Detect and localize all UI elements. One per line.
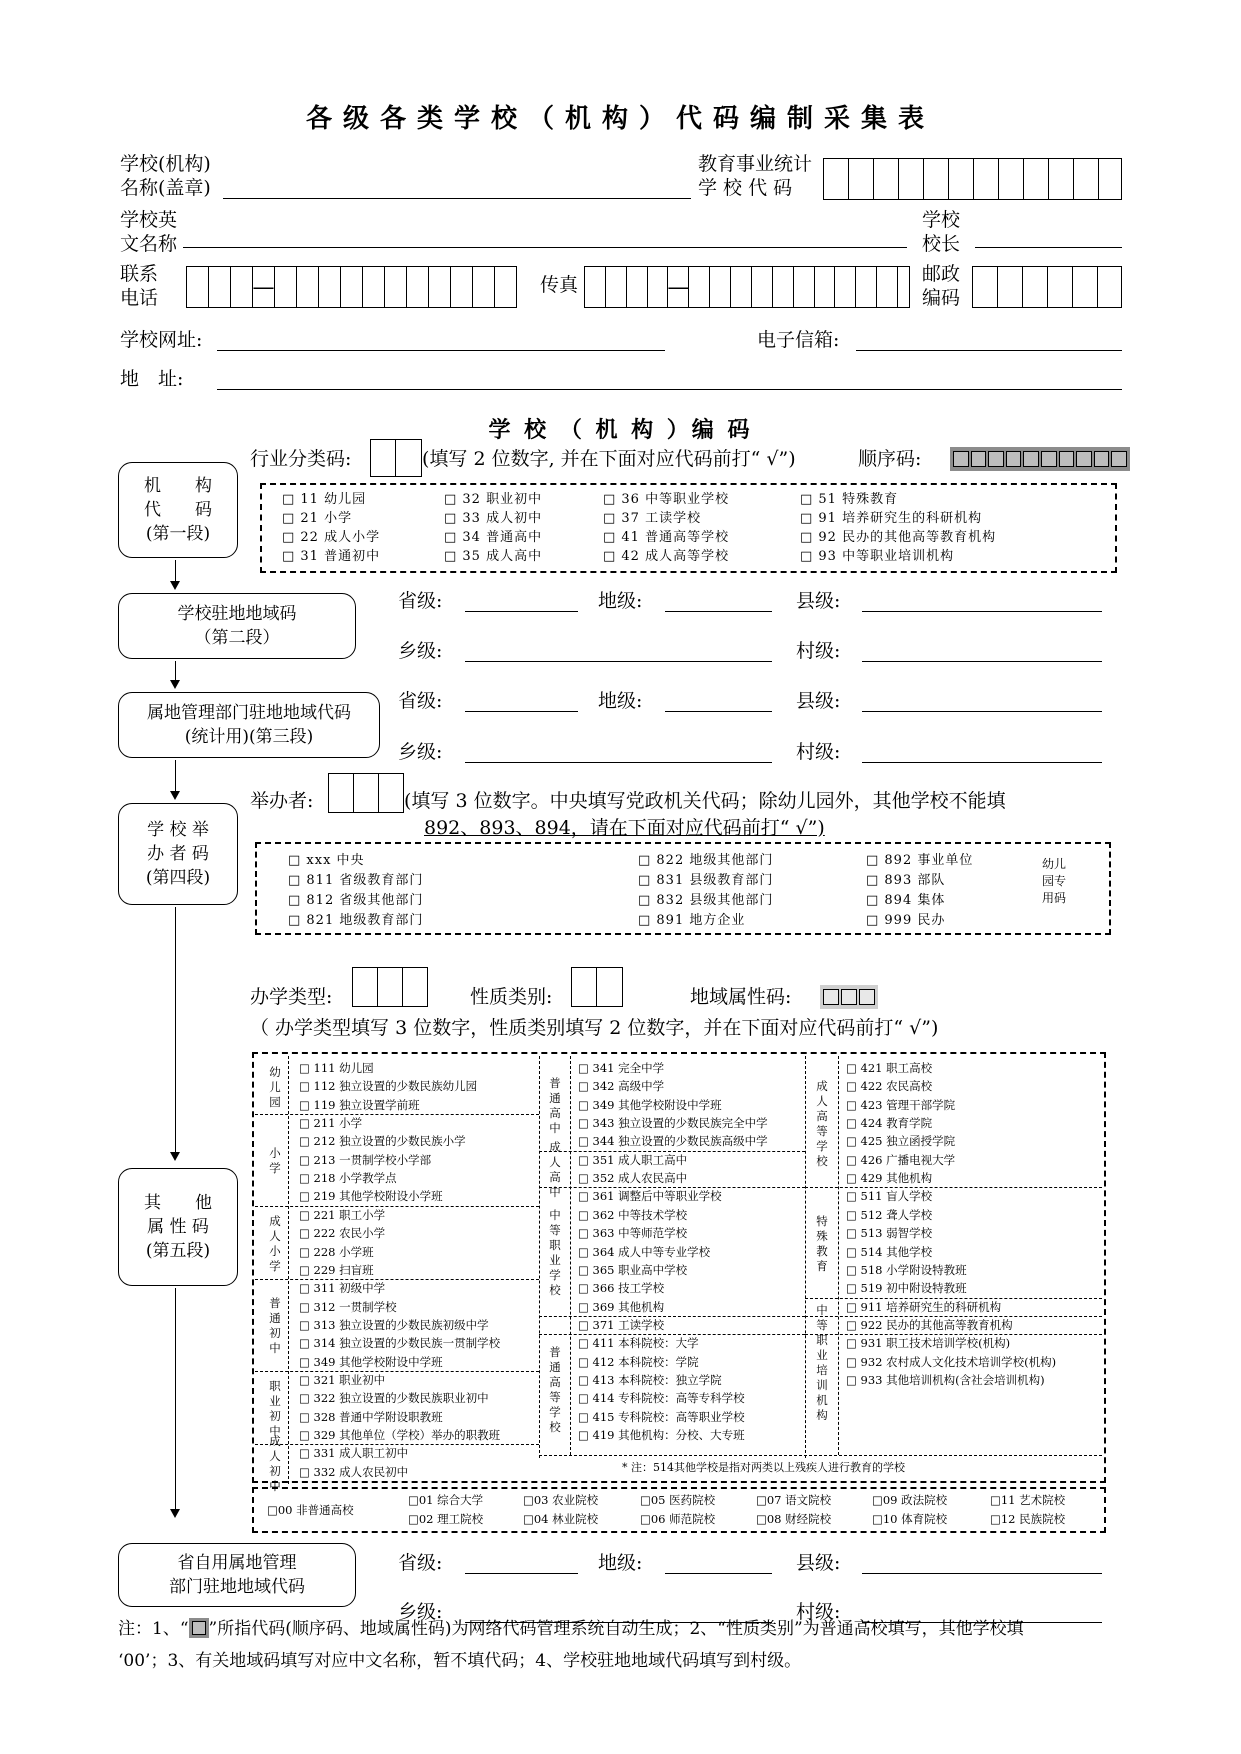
region-attr-auto-boxes (820, 985, 878, 1009)
admin-region-town-field[interactable] (465, 762, 772, 763)
sponsor-code-option[interactable]: □ 811 省级教育部门 (288, 873, 424, 888)
other-attr-hint: （ 办学类型填写 3 位数字，性质类别填写 2 位数字，并在下面对应代码前打“ √”) (250, 1017, 939, 1039)
institution-code-option[interactable]: □ 36 中等职业学校 (603, 492, 730, 507)
school-type-option[interactable]: □ 352 成人农民高中 (578, 1171, 688, 1186)
college-category-option[interactable]: □06 师范院校 (640, 1512, 716, 1526)
row-divider (255, 1206, 539, 1207)
school-type-option[interactable]: □ 911 培养研究生的科研机构 (846, 1299, 1002, 1314)
institution-code-option[interactable]: □ 11 幼儿园 (282, 492, 367, 507)
institution-code-option[interactable]: □ 34 普通高中 (444, 530, 543, 545)
sponsor-code-boxes[interactable] (328, 773, 404, 813)
school-region-province-label: 省级: (398, 590, 443, 612)
category-label-col1-1: 小学 (269, 1145, 281, 1175)
school-type-option[interactable]: □ 425 独立函授学院 (846, 1134, 956, 1149)
table-note: * 注：514其他学校是指对两类以上残疾人进行教育的学校 (622, 1461, 905, 1474)
institution-code-option[interactable]: □ 22 成人小学 (282, 530, 381, 545)
school-type-option[interactable]: □ 512 聋人学校 (846, 1207, 933, 1222)
region-attr-label: 地域属性码: (690, 986, 792, 1008)
school-type-option[interactable]: □ 426 广播电视大学 (846, 1152, 956, 1167)
school-type-option[interactable]: □ 411 本科院校：大学 (578, 1336, 699, 1351)
school-type-option[interactable]: □ 341 完全中学 (578, 1061, 665, 1075)
nature-category-label: 性质类别: (470, 986, 553, 1008)
auto-code-marker-icon (189, 1618, 209, 1638)
school-type-option[interactable]: □ 329 其他单位（学校）举办的职教班 (299, 1428, 501, 1442)
admin-region-village-field[interactable] (862, 762, 1102, 763)
school-region-town-label: 乡级: (398, 640, 443, 662)
school-name-field[interactable] (223, 198, 691, 199)
school-region-town-field[interactable] (465, 661, 772, 662)
category-label-col3-1: 特殊教育 (816, 1213, 828, 1273)
province-admin-region-city-label: 地级: (598, 1552, 643, 1574)
category-label-col3-4: 中等职业培训机构 (816, 1302, 828, 1422)
college-category-option[interactable]: □02 理工院校 (408, 1512, 484, 1526)
institution-code-option[interactable]: □ 31 普通初中 (282, 549, 381, 564)
school-type-option[interactable]: □ 228 小学班 (299, 1244, 374, 1259)
sponsor-code-option[interactable]: □ 891 地方企业 (638, 913, 746, 928)
school-region-city-field[interactable] (665, 611, 772, 612)
sponsor-code-option[interactable]: □ 892 事业单位 (866, 853, 974, 868)
principal-field[interactable] (975, 247, 1122, 248)
kindergarten-only-note: 幼儿 园专 用码 (1042, 857, 1067, 905)
segment-3-box: 属地管理部门驻地地域代码 (统计用)(第三段) (118, 692, 380, 758)
industry-code-label: 行业分类码: (250, 448, 352, 470)
category-label-col2-4: 普通高等学校 (549, 1345, 561, 1435)
admin-region-city-label: 地级: (598, 690, 643, 712)
category-label-col2-0: 普通高中 (549, 1075, 561, 1135)
school-type-option[interactable]: □ 322 独立设置的少数民族职业初中 (299, 1391, 489, 1406)
sponsor-hint-2: 892、893、894，请在下面对应代码前打“ √”) (424, 817, 825, 839)
email-label: 电子信箱: (757, 329, 840, 351)
school-region-province-field[interactable] (465, 611, 578, 612)
row-divider (255, 1371, 539, 1372)
school-type-option[interactable]: □ 361 调整后中等职业学校 (578, 1189, 722, 1204)
school-type-option[interactable]: □ 414 专科院校：高等专科学校 (578, 1391, 745, 1406)
school-type-option[interactable]: □ 344 独立设置的少数民族高级中学 (578, 1134, 768, 1149)
column-divider (805, 1056, 806, 1458)
school-type-option[interactable]: □ 518 小学附设特教班 (846, 1262, 967, 1277)
institution-code-option[interactable]: □ 37 工读学校 (603, 511, 702, 526)
column-divider (539, 1056, 540, 1458)
column-divider (288, 1056, 289, 1484)
school-type-option[interactable]: □ 328 普通中学附设职教班 (299, 1409, 443, 1424)
school-type-option[interactable]: □ 112 独立设置的少数民族幼儿园 (299, 1079, 478, 1094)
school-type-option[interactable]: □ 351 成人职工高中 (578, 1152, 688, 1167)
english-name-field[interactable] (183, 247, 907, 248)
segment-1-box: 机 构 代 码 (第一段) (118, 462, 238, 558)
province-admin-region-town-label: 乡级: (398, 1601, 443, 1623)
school-type-option[interactable]: □ 321 职业初中 (299, 1372, 386, 1387)
address-field[interactable] (217, 389, 1122, 390)
email-field[interactable] (856, 350, 1122, 351)
sequence-code-auto-boxes (950, 447, 1130, 471)
school-type-option[interactable]: □ 219 其他学校附设小学班 (299, 1189, 443, 1204)
college-category-option[interactable]: □12 民族院校 (990, 1512, 1066, 1526)
category-label-col3-0: 成人高等学校 (816, 1079, 828, 1169)
sponsor-code-option[interactable]: □ 893 部队 (866, 873, 946, 888)
sponsor-code-option[interactable]: □ 894 集体 (866, 893, 946, 908)
phone-boxes[interactable]: — (186, 266, 517, 308)
school-type-option[interactable]: □ 511 盲人学校 (846, 1189, 933, 1204)
segment-4-box: 学 校 举 办 者 码 (第四段) (118, 803, 238, 905)
category-label-col1-4: 职业初中 (269, 1378, 281, 1438)
college-none-option[interactable]: □00 非普通高校 (267, 1503, 354, 1517)
website-label: 学校网址: (120, 329, 203, 351)
fax-boxes[interactable]: — (584, 266, 910, 308)
school-type-option[interactable]: □ 311 初级中学 (299, 1281, 386, 1296)
category-label-col1-3: 普通初中 (269, 1296, 281, 1356)
college-category-option[interactable]: □09 政法院校 (872, 1493, 948, 1507)
school-type-option[interactable]: □ 519 初中附设特教班 (846, 1281, 967, 1296)
school-type-option[interactable]: □ 364 成人中等专业学校 (578, 1244, 711, 1259)
province-admin-region-province-label: 省级: (398, 1552, 443, 1574)
postal-code-boxes[interactable] (972, 266, 1122, 308)
section-title: 学 校 （ 机 构 ）编 码 (488, 417, 753, 443)
flow-arrow (175, 661, 176, 687)
school-type-option[interactable]: □ 342 高级中学 (578, 1079, 665, 1094)
footnote-line-2: ‘00’；3、有关地域码填写对应中文名称，暂不填代码；4、学校驻地地域代码填写到村级。 (118, 1651, 802, 1671)
college-category-option[interactable]: □05 医药院校 (640, 1493, 716, 1507)
segment-6-box: 省自用属地管理 部门驻地地域代码 (118, 1543, 356, 1607)
admin-region-city-field[interactable] (665, 711, 772, 712)
school-type-option[interactable]: □ 111 幼儿园 (299, 1061, 374, 1075)
school-type-option[interactable]: □ 424 教育学院 (846, 1116, 933, 1131)
institution-code-option[interactable]: □ 41 普通高等学校 (603, 530, 730, 545)
school-region-village-label: 村级: (796, 640, 841, 662)
school-name-label: 学校(机构) 名称(盖章) (120, 153, 211, 199)
school-type-option[interactable]: □ 419 其他机构：分校、大专班 (578, 1428, 745, 1442)
school-type-option[interactable]: □ 331 成人职工初中 (299, 1446, 409, 1461)
school-type-option[interactable]: □ 362 中等技术学校 (578, 1207, 688, 1222)
school-type-option[interactable]: □ 366 技工学校 (578, 1281, 665, 1296)
college-category-option[interactable]: □10 体育院校 (872, 1512, 948, 1526)
school-type-option[interactable]: □ 932 农村成人文化技术培训学校(机构) (846, 1354, 1057, 1369)
sponsor-label: 举办者: (250, 790, 314, 812)
phone-label: 联系 电话 (120, 263, 159, 309)
sponsor-code-option[interactable]: □ 999 民办 (866, 913, 946, 928)
category-label-col1-0: 幼儿园 (269, 1065, 281, 1110)
school-region-city-label: 地级: (598, 590, 643, 612)
school-type-option[interactable]: □ 221 职工小学 (299, 1207, 386, 1222)
school-region-village-field[interactable] (862, 661, 1102, 662)
row-divider (539, 1455, 1102, 1456)
admin-region-province-label: 省级: (398, 690, 443, 712)
flow-arrow (175, 907, 176, 1159)
sequence-code-label: 顺序码: (858, 448, 922, 470)
school-type-option[interactable]: □ 421 职工高校 (846, 1061, 933, 1075)
school-type-option[interactable]: □ 922 民办的其他高等教育机构 (846, 1317, 1013, 1332)
school-type-option[interactable]: □ 312 一贯制学校 (299, 1299, 397, 1314)
flow-arrow (175, 560, 176, 588)
postal-label: 邮政 编码 (922, 263, 961, 309)
column-divider (838, 1056, 839, 1455)
category-label-col2-2: 中等职业学校 (549, 1207, 561, 1297)
fax-label: 传真 (540, 274, 579, 296)
website-field[interactable] (217, 350, 665, 351)
sponsor-code-option[interactable]: □ 832 县级其他部门 (638, 893, 774, 908)
school-type-option[interactable]: □ 332 成人农民初中 (299, 1464, 409, 1479)
school-type-option[interactable]: □ 415 专科院校：高等职业学校 (578, 1409, 745, 1424)
school-type-option[interactable]: □ 371 工读学校 (578, 1317, 665, 1332)
institution-code-option[interactable]: □ 21 小学 (282, 511, 353, 526)
sponsor-hint-1: (填写 3 位数字。中央填写党政机关代码；除幼儿园外，其他学校不能填 (404, 790, 1006, 812)
flow-arrow (175, 760, 176, 798)
admin-region-town-label: 乡级: (398, 741, 443, 763)
college-category-option[interactable]: □11 艺术院校 (990, 1493, 1066, 1507)
school-type-option[interactable]: □ 413 本科院校：独立学院 (578, 1372, 722, 1387)
college-category-option[interactable]: □04 林业院校 (523, 1512, 599, 1526)
college-category-option[interactable]: □07 语文院校 (756, 1493, 832, 1507)
institution-code-option[interactable]: □ 91 培养研究生的科研机构 (800, 511, 983, 526)
school-type-option[interactable]: □ 363 中等师范学校 (578, 1226, 688, 1241)
sponsor-code-option[interactable]: □ 812 省级其他部门 (288, 893, 424, 908)
school-type-option[interactable]: □ 369 其他机构 (578, 1299, 665, 1314)
institution-code-option[interactable]: □ 35 成人高中 (444, 549, 543, 564)
school-type-option[interactable]: □ 423 管理干部学院 (846, 1097, 956, 1112)
school-type-option[interactable]: □ 218 小学教学点 (299, 1171, 397, 1186)
school-type-option[interactable]: □ 513 弱智学校 (846, 1226, 933, 1241)
institution-code-option[interactable]: □ 32 职业初中 (444, 492, 543, 507)
sponsor-code-option[interactable]: □ 821 地级教育部门 (288, 913, 424, 928)
school-type-option[interactable]: □ 119 独立设置学前班 (299, 1097, 420, 1112)
institution-code-option[interactable]: □ 33 成人初中 (444, 511, 543, 526)
school-type-option[interactable]: □ 365 职业高中学校 (578, 1262, 688, 1277)
flow-arrow (175, 1288, 176, 1516)
school-type-option[interactable]: □ 412 本科院校：学院 (578, 1354, 699, 1369)
english-name-label: 学校英 文名称 (120, 209, 178, 255)
sponsor-code-option[interactable]: □ 822 地级其他部门 (638, 853, 774, 868)
sponsor-code-option[interactable]: □ xxx 中央 (288, 853, 365, 868)
school-type-option[interactable]: □ 343 独立设置的少数民族完全中学 (578, 1116, 768, 1131)
school-type-option[interactable]: □ 313 独立设置的少数民族初级中学 (299, 1317, 489, 1332)
school-type-option[interactable]: □ 229 扫盲班 (299, 1262, 374, 1277)
industry-code-hint: (填写 2 位数字, 并在下面对应代码前打“ √”) (422, 448, 796, 470)
row-divider (255, 1114, 539, 1115)
province-admin-region-county-label: 县级: (796, 1552, 841, 1574)
school-type-option[interactable]: □ 514 其他学校 (846, 1244, 933, 1259)
category-label-col1-2: 成人小学 (269, 1213, 281, 1273)
school-type-boxes[interactable] (352, 967, 428, 1007)
row-divider (255, 1279, 539, 1280)
nature-category-boxes[interactable] (571, 967, 623, 1007)
admin-region-province-field[interactable] (465, 711, 578, 712)
school-type-option[interactable]: □ 222 农民小学 (299, 1226, 386, 1241)
page-title: 各级各类学校（机构）代码编制采集表 (305, 104, 935, 134)
school-type-option[interactable]: □ 933 其他培训机构(含社会培训机构) (846, 1372, 1045, 1387)
institution-code-option[interactable]: □ 93 中等职业培训机构 (800, 549, 955, 564)
college-category-option[interactable]: □08 财经院校 (756, 1512, 832, 1526)
admin-region-village-label: 村级: (796, 741, 841, 763)
school-type-option[interactable]: □ 349 其他学校附设中学班 (578, 1097, 722, 1112)
stat-code-boxes[interactable] (823, 158, 1122, 200)
school-type-option[interactable]: □ 422 农民高校 (846, 1079, 933, 1094)
college-category-option[interactable]: □03 农业院校 (523, 1493, 599, 1507)
school-region-county-field[interactable] (862, 611, 1102, 612)
footnote-line-1: 注：1、“ ”所指代码(顺序码、地域属性码)为网络代码管理系统自动生成；2、“性质类别”为普通高校填写，其他学校填 (118, 1619, 1024, 1639)
institution-code-option[interactable]: □ 51 特殊教育 (800, 492, 899, 507)
address-label: 地 址: (120, 368, 184, 390)
admin-region-county-field[interactable] (862, 711, 1102, 712)
school-type-option[interactable]: □ 211 小学 (299, 1116, 363, 1131)
industry-code-boxes[interactable] (370, 439, 422, 477)
school-type-option[interactable]: □ 349 其他学校附设中学班 (299, 1354, 443, 1369)
college-category-option[interactable]: □01 综合大学 (408, 1493, 484, 1507)
school-type-option[interactable]: □ 213 一贯制学校小学部 (299, 1152, 432, 1167)
province-admin-region-county-field[interactable] (862, 1573, 1102, 1574)
segment-2-box: 学校驻地地域码 （第二段） (118, 593, 356, 659)
school-type-label: 办学类型: (250, 986, 333, 1008)
sponsor-code-option[interactable]: □ 831 县级教育部门 (638, 873, 774, 888)
category-label-col2-1: 成人高中 (549, 1140, 561, 1200)
stat-code-label: 教育事业统计 学 校 代 码 (698, 153, 813, 199)
institution-code-option[interactable]: □ 42 成人高等学校 (603, 549, 730, 564)
category-label-col1-5: 成人初中 (269, 1433, 281, 1493)
province-admin-region-city-field[interactable] (665, 1573, 772, 1574)
school-type-option[interactable]: □ 429 其他机构 (846, 1171, 933, 1186)
column-divider (570, 1056, 571, 1455)
institution-code-option[interactable]: □ 92 民办的其他高等教育机构 (800, 530, 997, 545)
principal-label: 学校 校长 (922, 209, 961, 255)
admin-region-county-label: 县级: (796, 690, 841, 712)
school-type-option[interactable]: □ 931 职工技术培训学校(机构) (846, 1336, 1011, 1351)
province-admin-region-province-field[interactable] (465, 1573, 578, 1574)
province-admin-region-village-label: 村级: (796, 1601, 841, 1623)
school-region-county-label: 县级: (796, 590, 841, 612)
school-type-option[interactable]: □ 212 独立设置的少数民族小学 (299, 1134, 466, 1149)
segment-5-box: 其 他 属 性 码 (第五段) (118, 1168, 238, 1286)
school-type-option[interactable]: □ 314 独立设置的少数民族一贯制学校 (299, 1336, 501, 1351)
